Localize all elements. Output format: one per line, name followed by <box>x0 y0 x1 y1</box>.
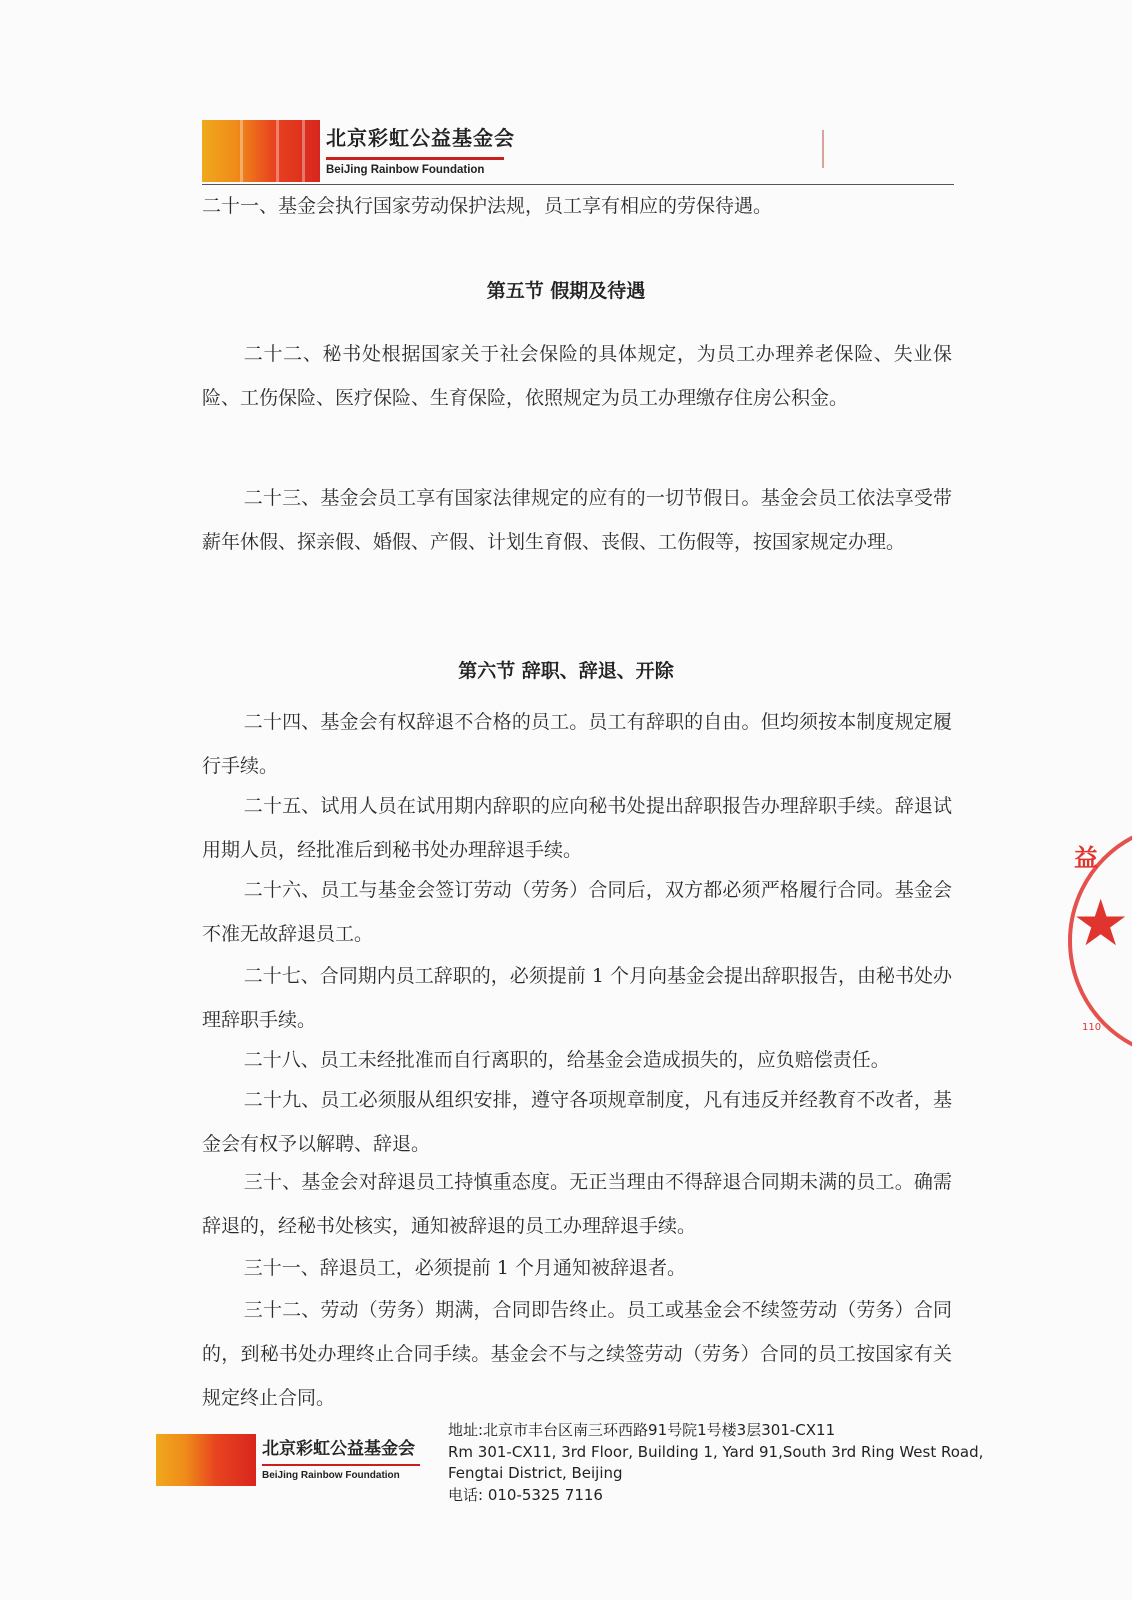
article-24: 二十四、基金会有权辞退不合格的员工。员工有辞职的自由。但均须按本制度规定履行手续。 <box>202 711 952 777</box>
article-31: 三十一、辞退员工，必须提前 1 个月通知被辞退者。 <box>243 1257 686 1279</box>
article-25: 二十五、试用人员在试用期内辞职的应向秘书处提出辞职报告办理辞职手续。辞退试用期人员，经批准后到秘书处办理辞退手续。 <box>202 795 952 861</box>
section-6-title: 第六节 辞职、辞退、开除 <box>458 660 674 682</box>
article-22: 二十二、秘书处根据国家关于社会保险的具体规定，为员工办理养老保险、失业保险、工伤保险、医疗保险、生育保险，依照规定为员工办理缴存住房公积金。 <box>202 343 952 409</box>
article-26: 二十六、员工与基金会签订劳动（劳务）合同后，双方都必须严格履行合同。基金会不准无故辞退员工。 <box>202 879 952 945</box>
footer-org-name-en: BeiJing Rainbow Foundation <box>262 1470 400 1481</box>
letterhead-footer <box>156 1420 986 1530</box>
article-32: 三十二、劳动（劳务）期满，合同即告终止。员工或基金会不续签劳动（劳务）合同的，到秘书处办理终止合同手续。基金会不与之续签劳动（劳务）合同的员工按国家有关规定终止合同。 <box>202 1299 952 1409</box>
address-en-line1: Rm 301-CX11, 3rd Floor, Building 1, Yard 91,South 3rd Ring West Road, <box>448 1442 984 1461</box>
seal-star-icon: ★ <box>1072 887 1130 961</box>
foundation-logo-mark <box>202 120 320 182</box>
footer-org-name-cn: 北京彩虹公益基金会 <box>262 1439 415 1459</box>
article-28: 二十八、员工未经批准而自行离职的，给基金会造成损失的，应负赔偿责任。 <box>243 1049 890 1071</box>
foundation-logo-text <box>326 122 515 176</box>
address-en-line2: Fengtai District, Beijing <box>448 1464 623 1482</box>
footer-logo-rule <box>262 1464 420 1466</box>
article-29: 二十九、员工必须服从组织安排，遵守各项规章制度，凡有违反并经教育不改者，基金会有权予以解聘、辞退。 <box>202 1089 952 1155</box>
phone-number: 电话: 010-5325 7116 <box>448 1485 603 1504</box>
footer-address <box>448 1420 986 1506</box>
article-27: 二十七、合同期内员工辞职的，必须提前 1 个月向基金会提出辞职报告，由秘书处办理辞职手续。 <box>202 965 952 1031</box>
article-30: 三十、基金会对辞退员工持慎重态度。无正当理由不得辞退合同期未满的员工。确需辞退的，经秘书处核实，通知被辞退的员工办理辞退手续。 <box>202 1171 952 1237</box>
seal-number: 110 <box>1082 1022 1102 1033</box>
org-name-cn: 北京彩虹公益基金会 <box>326 126 515 150</box>
article-23: 二十三、基金会员工享有国家法律规定的应有的一切节假日。基金会员工依法享受带薪年休假、探亲假、婚假、产假、计划生育假、丧假、工伤假等，按国家规定办理。 <box>202 487 952 553</box>
logo-rule <box>326 157 504 160</box>
article-21: 二十一、基金会执行国家劳动保护法规，员工享有相应的劳保待遇。 <box>202 195 773 217</box>
official-seal <box>1068 822 1132 1052</box>
header-ink-mark <box>822 130 824 168</box>
section-5-title: 第五节 假期及待遇 <box>486 280 646 302</box>
letterhead-header <box>202 120 954 186</box>
footer-logo-mark <box>156 1434 256 1486</box>
footer-logo-text <box>262 1434 420 1481</box>
org-name-en: BeiJing Rainbow Foundation <box>326 164 485 176</box>
seal-text: 益 <box>1074 843 1098 872</box>
address-cn: 地址:北京市丰台区南三环西路91号院1号楼3层301-CX11 <box>448 1421 836 1439</box>
